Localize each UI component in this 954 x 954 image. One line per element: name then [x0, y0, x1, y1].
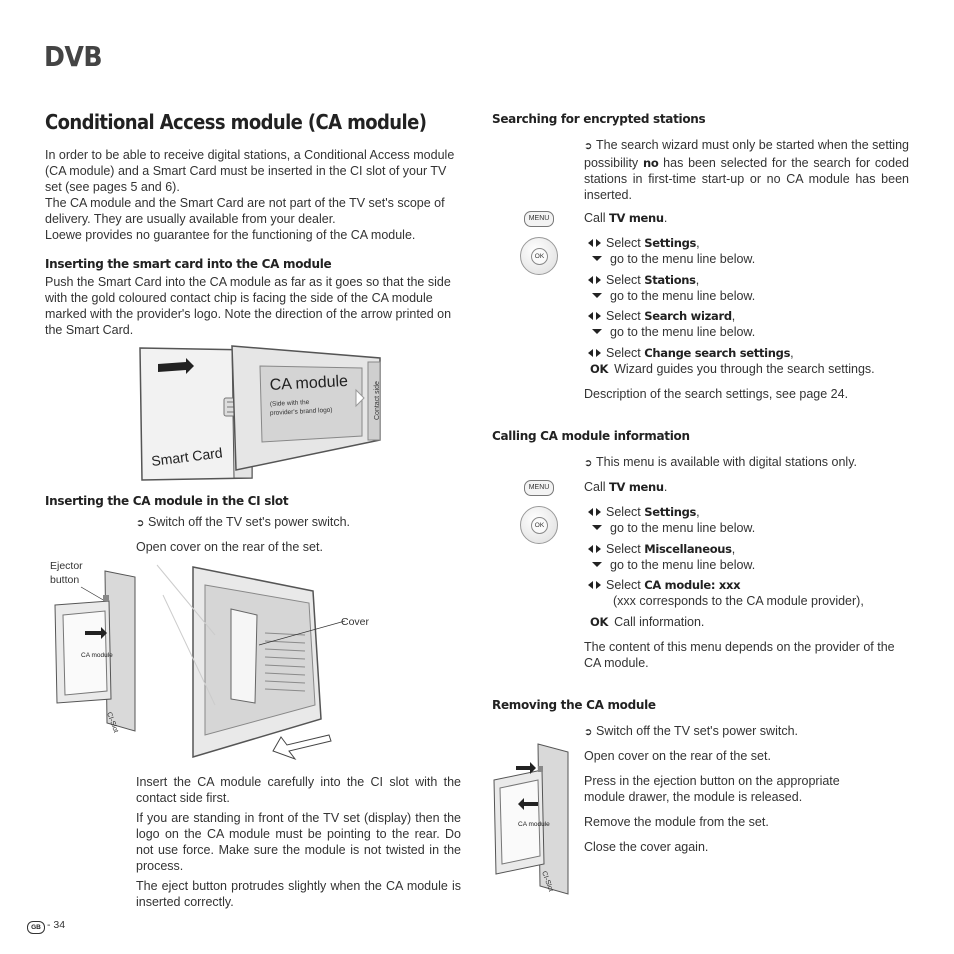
remove-step-4: Remove the module from the set.: [584, 815, 769, 829]
right-arrow-icon: [596, 545, 601, 553]
call-tv-menu: Call TV menu.: [584, 211, 668, 225]
goto-line: go to the menu line below.: [592, 557, 755, 573]
down-arrow-icon: [592, 293, 602, 298]
description-line: Description of the search settings, see page 24.: [584, 387, 849, 401]
cam-step: Select Settings,: [588, 504, 700, 520]
search-step: Select Change search settings,: [588, 345, 794, 361]
left-arrow-icon: [588, 239, 593, 247]
right-arrow-icon: [596, 508, 601, 516]
search-heading: Searching for encrypted stations: [492, 112, 706, 126]
section-title: Conditional Access module (CA module): [45, 110, 427, 134]
left-arrow-icon: [588, 349, 593, 357]
intro-paragraph: The CA module and the Smart Card are not part of the TV set's scope of delivery. They are usually available from your dealer.: [45, 196, 445, 226]
left-arrow-icon: [588, 276, 593, 284]
down-arrow-icon: [592, 562, 602, 567]
cam-note: ➲ This menu is available with digital stations only.: [584, 454, 857, 472]
country-badge: GB: [27, 921, 45, 934]
fig3-module-label: CA module: [518, 821, 550, 828]
page-header-title: DVB: [44, 40, 103, 73]
goto-line: go to the menu line below.: [592, 520, 755, 536]
contact-side-label: Contact side: [374, 381, 381, 420]
ci-heading: Inserting the CA module in the CI slot: [45, 494, 289, 508]
fig2-module-label: CA module: [81, 652, 113, 659]
menu-button-icon: MENU: [524, 480, 554, 496]
smartcard-figure: [136, 344, 386, 484]
call-tv-menu: Call TV menu.: [584, 480, 668, 494]
insert-instructions: Insert the CA module carefully into the CI slot with the contact side first. If you are standing in front of the TV set (display) then the logo on the CA module must be pointing to the rear. Do not use force. Make sure the module is not twisted in the process. The eject button protrudes slightly when the CA module is inserted correctly.: [136, 775, 461, 909]
goto-line: go to the menu line below.: [592, 288, 755, 304]
right-arrow-icon: [596, 349, 601, 357]
goto-line: go to the menu line below.: [592, 324, 755, 340]
remove-step-1: ➲ Switch off the TV set's power switch.: [584, 723, 798, 741]
remove-step-3: Press in the ejection button on the appropriate module drawer, the module is released.: [584, 774, 840, 804]
arrow-icon: ➲: [136, 518, 145, 529]
wizard-line: OK Wizard guides you through the search settings.: [590, 362, 875, 376]
cam-xxx-note: (xxx corresponds to the CA module provider),: [613, 594, 864, 608]
down-arrow-icon: [592, 329, 602, 334]
goto-line: go to the menu line below.: [592, 251, 755, 267]
removal-figure: [490, 740, 572, 898]
intro-paragraph: In order to be able to receive digital stations, a Conditional Access module (CA module) and a Smart Card must be inserted in the CI slot of your TV set (see pages 5 and 6).: [45, 148, 455, 194]
search-note: ➲ The search wizard must only be started when the setting possibility no has been selected for the search for coded stations in first-time start-up or no CA module has been inserted.: [584, 138, 909, 202]
ci-step-2: Open cover on the rear of the set.: [136, 540, 323, 554]
right-arrow-icon: [596, 312, 601, 320]
right-arrow-icon: [596, 581, 601, 589]
remove-heading: Removing the CA module: [492, 698, 656, 712]
smartcard-heading: Inserting the smart card into the CA module: [45, 257, 332, 271]
arrow-icon: ➲: [584, 727, 593, 738]
down-arrow-icon: [592, 525, 602, 530]
right-arrow-icon: [596, 239, 601, 247]
remote-ok-button-icon: OK: [520, 237, 558, 275]
smartcard-text: Push the Smart Card into the CA module as far as it goes so that the side with the gold coloured contact chip is facing the side of the CA module marked with the provider's logo. Note the direction of the arrow printed on the Smart Card.: [45, 275, 452, 337]
left-arrow-icon: [588, 581, 593, 589]
call-info-line: OK Call information.: [590, 615, 705, 629]
ejector-label-1: Ejector: [50, 560, 83, 572]
arrow-icon: ➲: [584, 141, 593, 152]
remove-step-2: Open cover on the rear of the set.: [584, 749, 771, 763]
left-arrow-icon: [588, 312, 593, 320]
fig3-slot-label: CI-Slot: [540, 870, 555, 893]
left-arrow-icon: [588, 508, 593, 516]
insertion-figure: [45, 555, 385, 765]
intro-paragraph: Loewe provides no guarantee for the functioning of the CA module.: [45, 228, 416, 242]
content-depends: The content of this menu depends on the provider of the CA module.: [584, 640, 895, 670]
ca-module-title: CA module: [269, 372, 349, 394]
ci-step-1: ➲ Switch off the TV set's power switch.: [136, 514, 350, 532]
cover-label: Cover: [341, 616, 370, 628]
search-step: Select Search wizard,: [588, 308, 735, 324]
left-arrow-icon: [588, 545, 593, 553]
remove-step-5: Close the cover again.: [584, 840, 709, 854]
cam-step: Select Miscellaneous,: [588, 541, 735, 557]
page-number: - 34: [47, 919, 66, 931]
intro-text: [45, 147, 461, 243]
down-arrow-icon: [592, 256, 602, 261]
search-step: Select Settings,: [588, 235, 700, 251]
fig2-slot-label: CI-Slot: [105, 711, 120, 734]
cam-heading: Calling CA module information: [492, 429, 690, 443]
menu-button-icon: MENU: [524, 211, 554, 227]
ca-module-sub1: (Side with the: [269, 398, 310, 408]
ejector-label-2: button: [50, 574, 80, 586]
smart-card-label: Smart Card: [150, 444, 224, 469]
search-step: Select Stations,: [588, 272, 699, 288]
cam-step: Select CA module: xxx: [588, 577, 740, 593]
arrow-icon: ➲: [584, 458, 593, 469]
right-arrow-icon: [596, 276, 601, 284]
remote-ok-button-icon: OK: [520, 506, 558, 544]
ca-module-sub2: provider's brand logo): [269, 406, 333, 417]
